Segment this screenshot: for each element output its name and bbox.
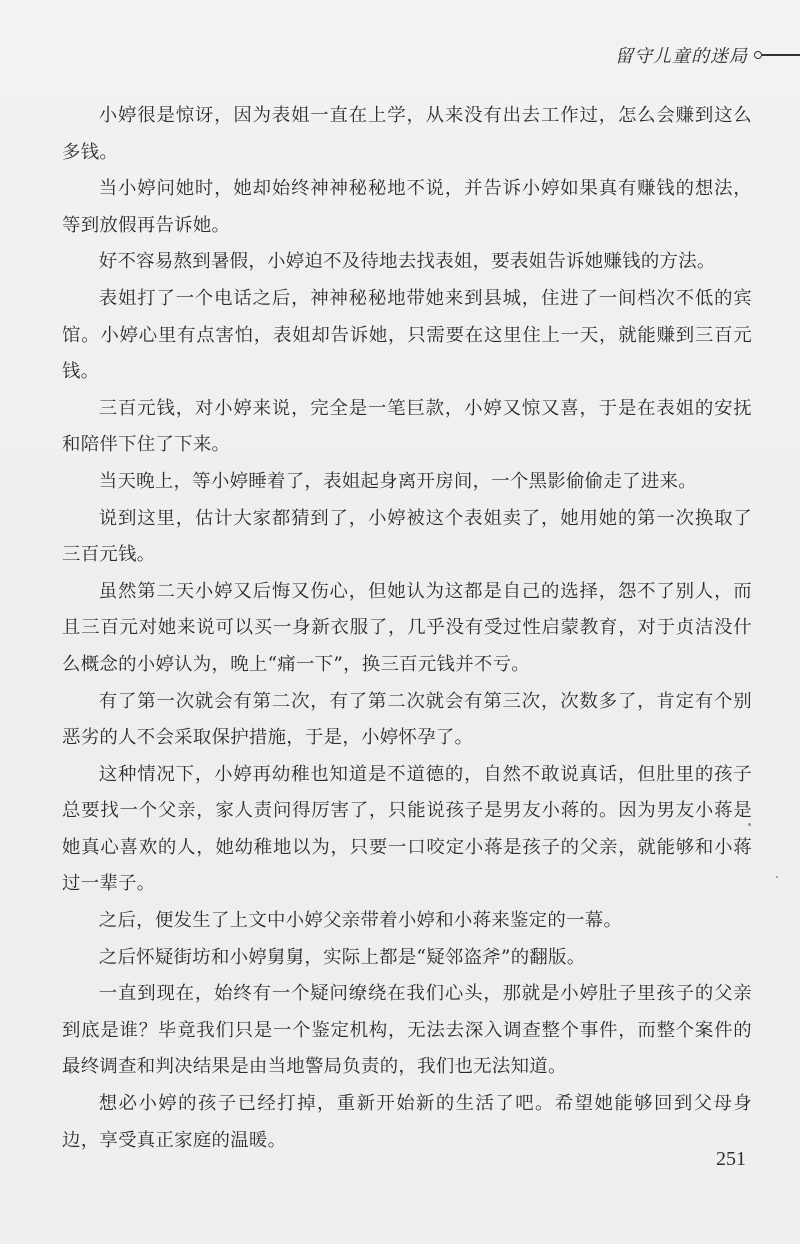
- paragraph: 有了第一次就会有第二次，有了第二次就会有第三次，次数多了，肯定有个别恶劣的人不会采取保护措施，于是，小婷怀孕了。: [62, 690, 752, 749]
- running-title: 留守儿童的迷局: [615, 46, 748, 67]
- paragraph: 这种情况下，小婷再幼稚也知道是不道德的，自然不敢说真话，但肚里的孩子总要找一个父亲，家人责问得厉害了，只能说孩子是男友小蒋的。因为男友小蒋是她真心喜欢的人，她幼稚地以为，只要一口咬定小蒋是孩子的父亲，就能够和小蒋过一辈子。: [62, 763, 752, 895]
- header-ornament-circle-icon: [754, 51, 762, 59]
- page-number: 251: [716, 1148, 746, 1170]
- paragraph: 好不容易熬到暑假，小婷迫不及待地去找表姐，要表姐告诉她赚钱的方法。: [98, 251, 716, 273]
- paragraph: 三百元钱，对小婷来说，完全是一笔巨款，小婷又惊又喜，于是在表姐的安抚和陪伴下住了下来。: [62, 397, 752, 456]
- paragraph: 虽然第二天小婷又后悔又伤心，但她认为这都是自己的选择，怨不了别人，而且三百元对她来说可以买一身新衣服了，几乎没有受过性启蒙教育，对于贞洁没什么概念的小婷认为，晚上“痛一下”，换三百元钱并不亏。: [62, 580, 752, 675]
- header-rule: [762, 54, 800, 56]
- paragraph: 表姐打了一个电话之后，神神秘秘地带她来到县城，住进了一间档次不低的宾馆。小婷心里有点害怕，表姐却告诉她，只需要在这里住上一天，就能赚到三百元钱。: [62, 287, 752, 383]
- body-text: [62, 98, 752, 1159]
- paragraph: 说到这里，估计大家都猜到了，小婷被这个表姐卖了，她用她的第一次换取了三百元钱。: [62, 507, 752, 566]
- paragraph: 当小婷问她时，她却始终神神秘秘地不说，并告诉小婷如果真有赚钱的想法，等到放假再告诉她。: [62, 178, 752, 236]
- paragraph: 之后怀疑街坊和小婷舅舅，实际上都是“疑邻盗斧”的翻版。: [98, 946, 586, 968]
- paragraph: 小婷很是惊讶，因为表姐一直在上学，从来没有出去工作过，怎么会赚到这么多钱。: [62, 105, 752, 163]
- running-header: [615, 42, 800, 68]
- scan-speck: [748, 823, 751, 826]
- paragraph: 想必小婷的孩子已经打掉，重新开始新的生活了吧。希望她能够回到父母身边，享受真正家庭的温暖。: [62, 1093, 752, 1151]
- paragraph: 之后，便发生了上文中小婷父亲带着小婷和小蒋来鉴定的一幕。: [98, 910, 623, 932]
- paragraph: 一直到现在，始终有一个疑问缭绕在我们心头，那就是小婷肚子里孩子的父亲到底是谁？毕竟我们只是一个鉴定机构，无法去深入调查整个事件，而整个案件的最终调查和判决结果是由当地警局负责的，我们也无法知道。: [62, 983, 752, 1078]
- paragraph: 当天晚上，等小婷睡着了，表姐起身离开房间，一个黑影偷偷走了进来。: [98, 470, 697, 492]
- scan-speck: [776, 876, 778, 878]
